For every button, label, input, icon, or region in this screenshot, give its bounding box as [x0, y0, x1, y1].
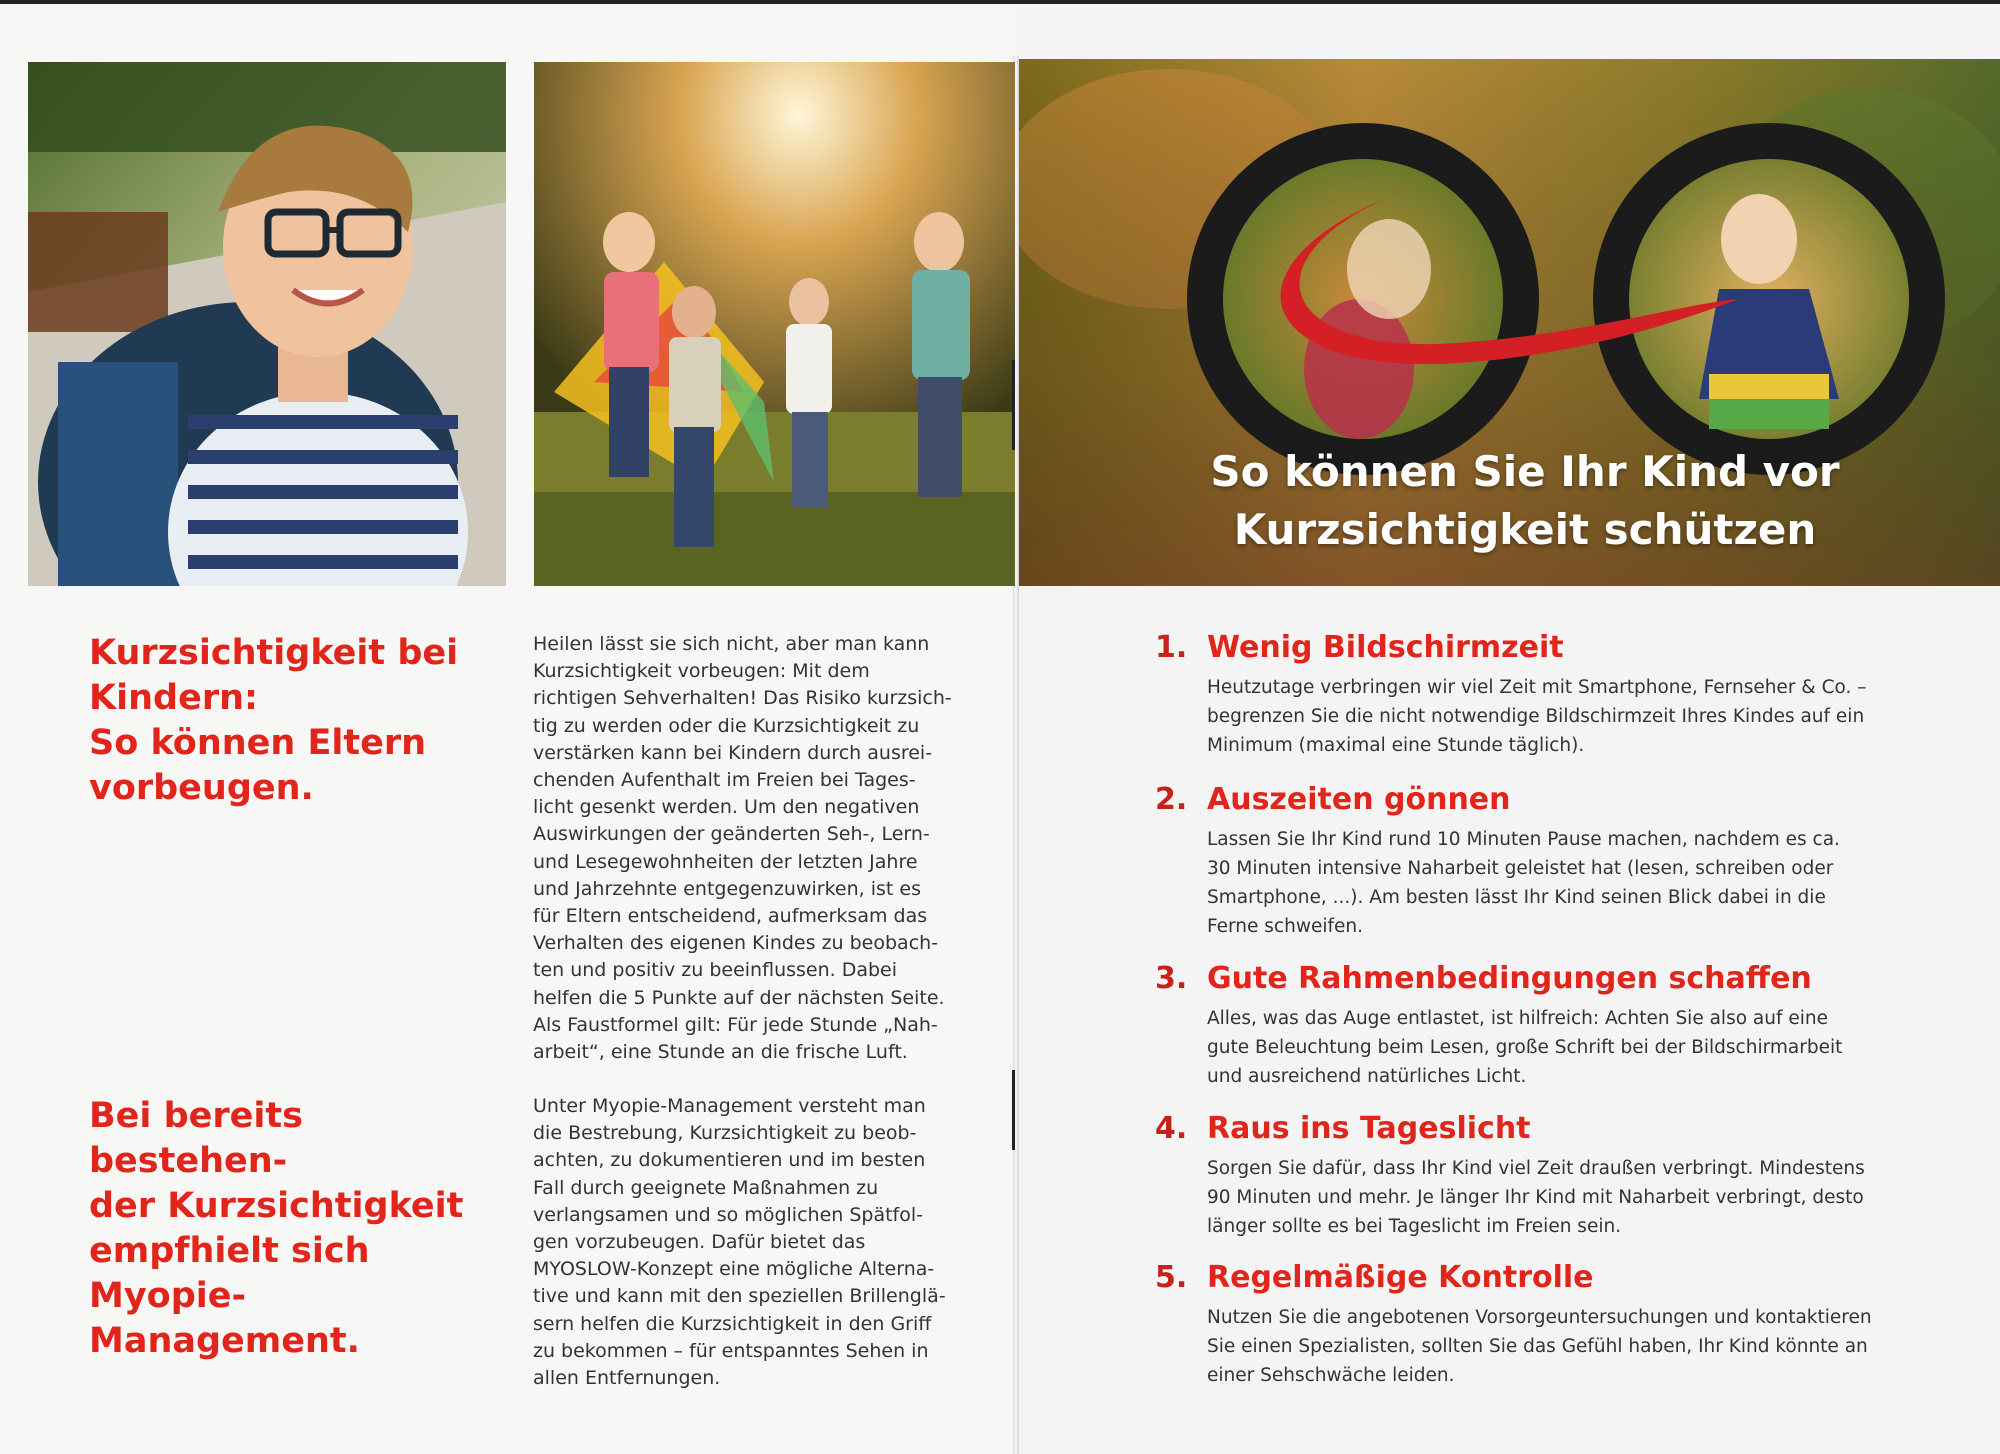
text-line: achten, zu dokumentieren und im besten [533, 1149, 926, 1172]
text-line: allen Entfernungen. [533, 1367, 721, 1390]
text-line: Fall durch geeignete Maßnahmen zu [533, 1176, 879, 1199]
text-line: die Bestrebung, Kurzsichtigkeit zu beob- [533, 1122, 917, 1145]
tip-number: 5. [1155, 1260, 1188, 1295]
tip-title: Regelmäßige Kontrolle [1207, 1260, 1594, 1295]
text-line: verlangsamen und so möglichen Spätfol- [533, 1203, 924, 1226]
tip-title: Raus ins Tageslicht [1207, 1111, 1531, 1146]
text-line: 90 Minuten und mehr. Je länger Ihr Kind mit Naharbeit verbringt, desto [1207, 1187, 1864, 1208]
headline-myopie-management [89, 1094, 489, 1364]
text-line: sern helfen die Kurzsichtigkeit in den Griff [533, 1312, 932, 1335]
text-line: länger sollte es bei Tageslicht im Freien sein. [1207, 1216, 1622, 1237]
text-line: MYOSLOW-Konzept eine mögliche Alterna- [533, 1258, 935, 1281]
myopie-management-paragraph [533, 1093, 953, 1392]
headline-line: Kindern: [89, 678, 259, 718]
headline-line: vorbeugen. [89, 768, 314, 808]
banner-title [1180, 443, 1870, 559]
text-line: Heutzutage verbringen wir viel Zeit mit Smartphone, Fernseher & Co. – [1207, 677, 1867, 698]
photo-kids-running [534, 62, 1015, 586]
text-line: Auswirkungen der geänderten Seh-, Lern- [533, 823, 930, 846]
text-line: und ausreichend natürliches Licht. [1207, 1066, 1527, 1087]
text-line: Heilen lässt sie sich nicht, aber man kann [533, 633, 930, 655]
text-line: richtigen Sehverhalten! Das Risiko kurzsich- [533, 687, 952, 710]
staple-mark [1012, 360, 1015, 450]
text-line: ten und positiv zu beeinflussen. Dabei [533, 959, 898, 982]
tip-number: 3. [1155, 961, 1188, 996]
text-line: Minimum (maximal eine Stunde täglich). [1207, 735, 1585, 756]
text-line: 30 Minuten intensive Naharbeit geleistet hat (lesen, schreiben oder [1207, 858, 1834, 879]
text-line: Lassen Sie Ihr Kind rund 10 Minuten Pause machen, nachdem es ca. [1207, 829, 1840, 850]
tip-number: 1. [1155, 630, 1188, 665]
text-line: tig zu werden oder die Kurzsichtigkeit zu [533, 714, 920, 737]
headline-line: der Kurzsichtigkeit [89, 1186, 464, 1226]
headline-line: empfhielt sich [89, 1231, 370, 1271]
text-line: und Lesegewohnheiten der letzten Jahre [533, 850, 918, 873]
text-line: Smartphone, ...). Am besten lässt Ihr Kind seinen Blick dabei in die [1207, 887, 1826, 908]
tip-title: Wenig Bildschirmzeit [1207, 630, 1564, 665]
text-line: Kurzsichtigkeit vorbeugen: Mit dem [533, 660, 870, 683]
text-line: Sorgen Sie dafür, dass Ihr Kind viel Zeit draußen verbringt. Mindestens [1207, 1158, 1865, 1179]
text-line: arbeit“, eine Stunde an die frische Luft. [533, 1041, 908, 1064]
text-line: und Jahrzehnte entgegenzuwirken, ist es [533, 877, 921, 900]
text-line: einer Sehschwäche leiden. [1207, 1365, 1455, 1386]
tip-number: 2. [1155, 782, 1188, 817]
text-line: Sie einen Spezialisten, sollten Sie das Gefühl haben, Ihr Kind könnte an [1207, 1336, 1868, 1357]
text-line: für Eltern entscheidend, aufmerksam das [533, 905, 928, 928]
tip-body [1207, 1154, 1927, 1241]
text-line: chenden Aufenthalt im Freien bei Tages- [533, 769, 916, 792]
tip-body [1207, 1004, 1927, 1091]
text-line: licht gesenkt werden. Um den negativen [533, 796, 920, 819]
headline-line: Myopie-Management. [89, 1276, 360, 1361]
text-line: helfen die 5 Punkte auf der nächsten Seite. [533, 986, 945, 1009]
photo-boy-with-glasses [28, 62, 506, 586]
text-line: zu bekommen – für entspanntes Sehen in [533, 1339, 929, 1362]
text-line: Als Faustformel gilt: Für jede Stunde „Nah- [533, 1013, 938, 1036]
text-line: Alles, was das Auge entlastet, ist hilfreich: Achten Sie also auf eine [1207, 1008, 1828, 1029]
text-line: begrenzen Sie die nicht notwendige Bildschirmzeit Ihres Kindes auf ein [1207, 706, 1865, 727]
tip-body [1207, 825, 1927, 941]
headline-line: Kurzsichtigkeit bei [89, 633, 459, 673]
staple-mark [1012, 1070, 1015, 1150]
headline-line: Bei bereits bestehen- [89, 1096, 303, 1181]
headline-kurzsichtigkeit-bei-kindern [89, 631, 469, 811]
tip-title: Auszeiten gönnen [1207, 782, 1511, 817]
tip-number: 4. [1155, 1111, 1188, 1146]
text-line: Ferne schweifen. [1207, 916, 1363, 937]
tip-body [1207, 673, 1927, 760]
tip-body [1207, 1303, 1927, 1390]
banner-title-line: So können Sie Ihr Kind vor [1210, 447, 1840, 496]
intro-paragraph [533, 631, 953, 1066]
tip-title: Gute Rahmenbedingungen schaffen [1207, 961, 1812, 996]
text-line: tive und kann mit den speziellen Brillenglä- [533, 1285, 946, 1308]
text-line: Unter Myopie-Management versteht man [533, 1095, 926, 1117]
text-line: gute Beleuchtung beim Lesen, große Schrift bei der Bildschirmarbeit [1207, 1037, 1843, 1058]
text-line: Verhalten des eigenen Kindes zu beobach- [533, 932, 939, 955]
text-line: gen vorzubeugen. Dafür bietet das [533, 1231, 866, 1254]
headline-line: So können Eltern [89, 723, 427, 763]
text-line: Nutzen Sie die angebotenen Vorsorgeuntersuchungen und kontaktieren [1207, 1307, 1872, 1328]
banner-title-line: Kurzsichtigkeit schützen [1233, 505, 1817, 554]
text-line: verstärken kann bei Kindern durch ausrei- [533, 741, 933, 764]
